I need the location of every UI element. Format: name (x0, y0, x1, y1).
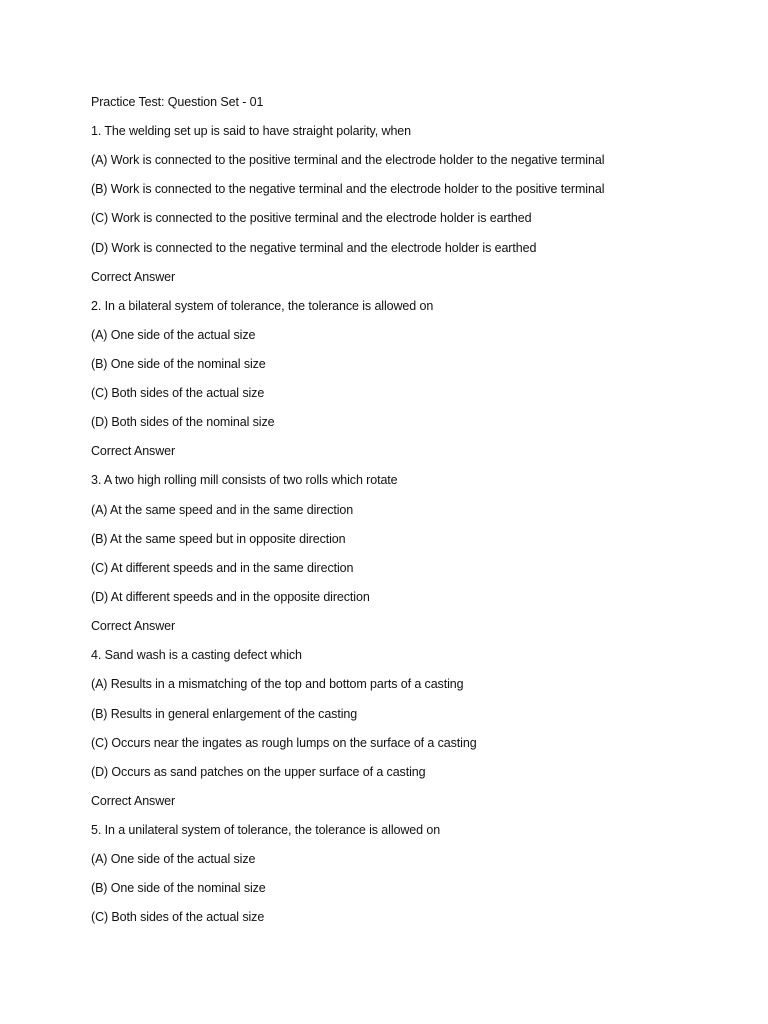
question-1-option-c: (C) Work is connected to the positive terminal and the electrode holder is earthed (91, 211, 532, 225)
question-2-option-a: (A) One side of the actual size (91, 328, 256, 342)
question-5-text: 5. In a unilateral system of tolerance, the tolerance is allowed on (91, 823, 441, 837)
question-3-option-b: (B) At the same speed but in opposite direction (91, 532, 346, 546)
question-2-option-b: (B) One side of the nominal size (91, 357, 266, 371)
question-5-option-c: (C) Both sides of the actual size (91, 910, 265, 924)
question-1-option-b: (B) Work is connected to the negative terminal and the electrode holder to the positive terminal (91, 182, 605, 196)
question-3-text: 3. A two high rolling mill consists of two rolls which rotate (91, 473, 398, 487)
question-4-option-a: (A) Results in a mismatching of the top and bottom parts of a casting (91, 677, 464, 691)
question-5-option-a: (A) One side of the actual size (91, 852, 256, 866)
question-4-correct-answer: Correct Answer (91, 794, 176, 808)
question-3-option-c: (C) At different speeds and in the same direction (91, 561, 354, 575)
question-2-text: 2. In a bilateral system of tolerance, the tolerance is allowed on (91, 299, 434, 313)
question-3-option-a: (A) At the same speed and in the same direction (91, 503, 354, 517)
question-3-option-d: (D) At different speeds and in the opposite direction (91, 590, 370, 604)
question-3-correct-answer: Correct Answer (91, 619, 176, 633)
question-4-option-d: (D) Occurs as sand patches on the upper surface of a casting (91, 765, 426, 779)
question-5-option-b: (B) One side of the nominal size (91, 881, 266, 895)
question-4-option-b: (B) Results in general enlargement of the casting (91, 707, 358, 721)
document-title: Practice Test: Question Set - 01 (91, 95, 264, 109)
question-4-text: 4. Sand wash is a casting defect which (91, 648, 302, 662)
question-1-option-d: (D) Work is connected to the negative terminal and the electrode holder is earthed (91, 241, 537, 255)
question-2-option-d: (D) Both sides of the nominal size (91, 415, 275, 429)
question-1-correct-answer: Correct Answer (91, 270, 176, 284)
question-2-correct-answer: Correct Answer (91, 444, 176, 458)
question-4-option-c: (C) Occurs near the ingates as rough lumps on the surface of a casting (91, 736, 477, 750)
question-1-option-a: (A) Work is connected to the positive terminal and the electrode holder to the negative terminal (91, 153, 605, 167)
question-2-option-c: (C) Both sides of the actual size (91, 386, 265, 400)
question-1-text: 1. The welding set up is said to have straight polarity, when (91, 124, 412, 138)
